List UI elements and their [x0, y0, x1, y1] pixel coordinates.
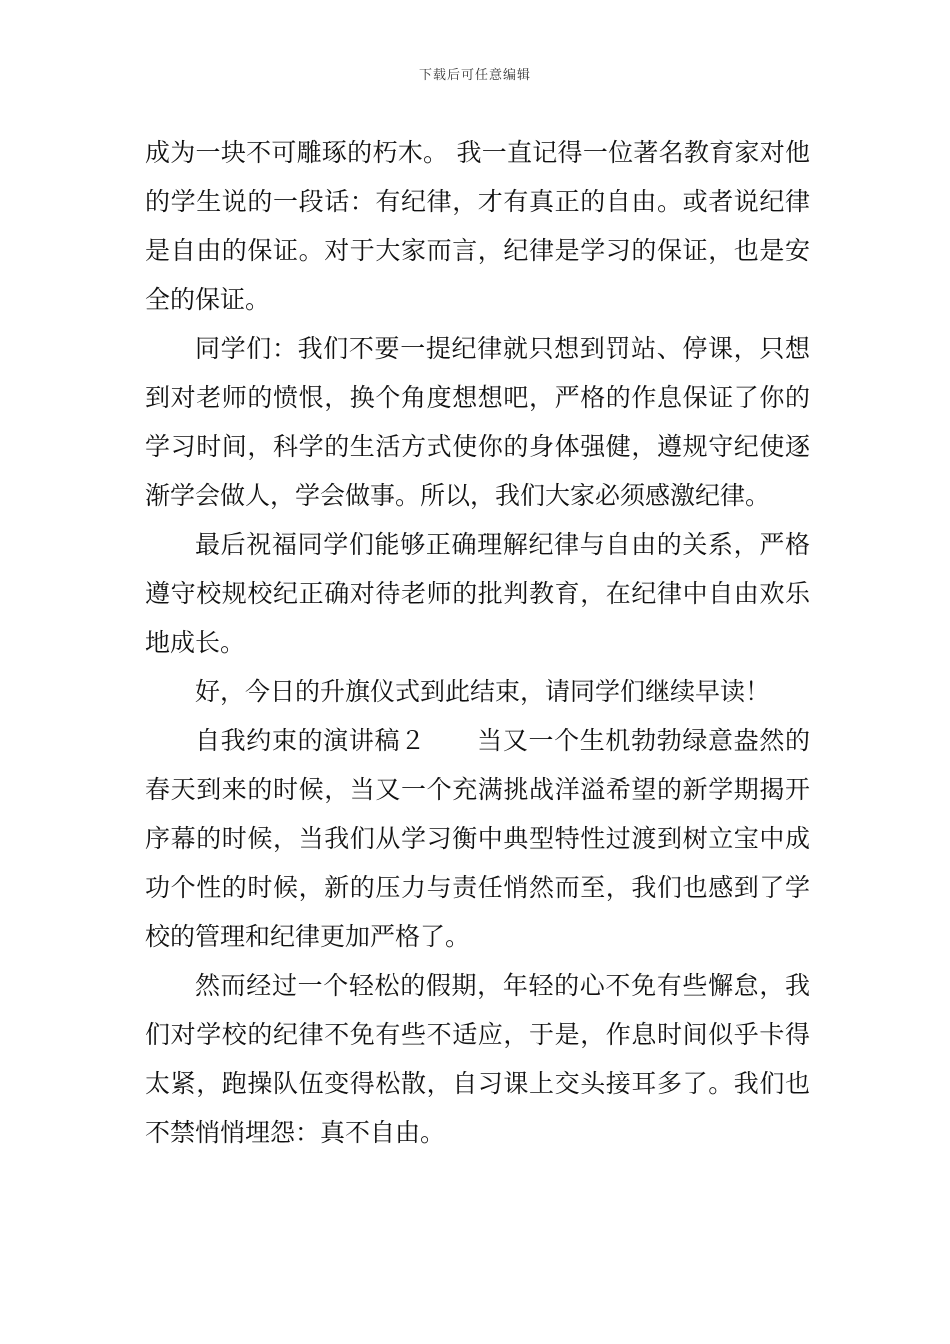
document-body	[145, 128, 810, 1157]
paragraph: 然而经过一个轻松的假期，年轻的心不免有些懈怠，我们对学校的纪律不免有些不适应，于是，作息时间似乎卡得太紧，跑操队伍变得松散，自习课上交头接耳多了。我们也不禁悄悄埋怨：真不自由。	[145, 971, 810, 1147]
paragraph: 同学们：我们不要一提纪律就只想到罚站、停课，只想到对老师的愤恨，换个角度想想吧，严格的作息保证了你的学习时间，科学的生活方式使你的身体强健，遵规守纪使逐渐学会做人，学会做事。所以，我们大家必须感激纪律。	[145, 334, 810, 510]
paragraph: 成为一块不可雕琢的朽木。 我一直记得一位著名教育家对他的学生说的一段话：有纪律，才有真正的自由。或者说纪律是自由的保证。对于大家而言，纪律是学习的保证，也是安全的保证。	[145, 138, 810, 314]
page-header: 下载后可任意编辑	[418, 68, 531, 83]
paragraph: 自我约束的演讲稿２ 当又一个生机勃勃绿意盎然的春天到来的时候，当又一个充满挑战洋溢希望的新学期揭开序幕的时候，当我们从学习衡中典型特性过渡到树立宝中成功个性的时候，新的压力与责任悄然而至，我们也感到了学校的管理和纪律更加严格了。	[145, 726, 810, 951]
paragraph: 好，今日的升旗仪式到此结束，请同学们继续早读！	[195, 677, 771, 706]
paragraph: 最后祝福同学们能够正确理解纪律与自由的关系，严格遵守校规校纪正确对待老师的批判教育，在纪律中自由欢乐地成长。	[145, 530, 810, 657]
